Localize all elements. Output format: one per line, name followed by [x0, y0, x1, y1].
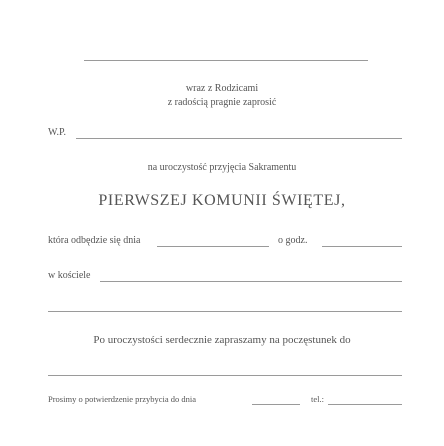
rsvp-date-line	[252, 404, 300, 405]
occasion-intro-text: na uroczystość przyjęcia Sakramentu	[147, 162, 297, 173]
church-line	[100, 281, 402, 282]
wp-label: W.P.	[48, 127, 66, 138]
church-line-2	[48, 311, 402, 312]
reception-place-line	[48, 375, 402, 376]
guest-name-line	[76, 138, 402, 139]
church-label: w kościele	[48, 270, 91, 281]
date-line	[157, 246, 269, 247]
reception-text: Po uroczystości serdecznie zapraszamy na poczęstunek do	[93, 334, 351, 346]
phone-line	[328, 404, 402, 405]
rsvp-label: Prosimy o potwierdzenie przybycia do dnia	[48, 394, 197, 404]
occasion-title: PIERWSZEJ KOMUNII ŚWIĘTEJ,	[98, 192, 346, 209]
time-line	[322, 246, 402, 247]
child-name-line	[84, 60, 368, 61]
date-label: która odbędzie się dnia	[48, 235, 141, 246]
invites-text: z radością pragnie zaprosić	[167, 97, 277, 108]
time-label: o godz.	[278, 235, 308, 246]
with-parents-text: wraz z Rodzicami	[185, 83, 259, 94]
phone-label: tel.:	[311, 394, 324, 404]
